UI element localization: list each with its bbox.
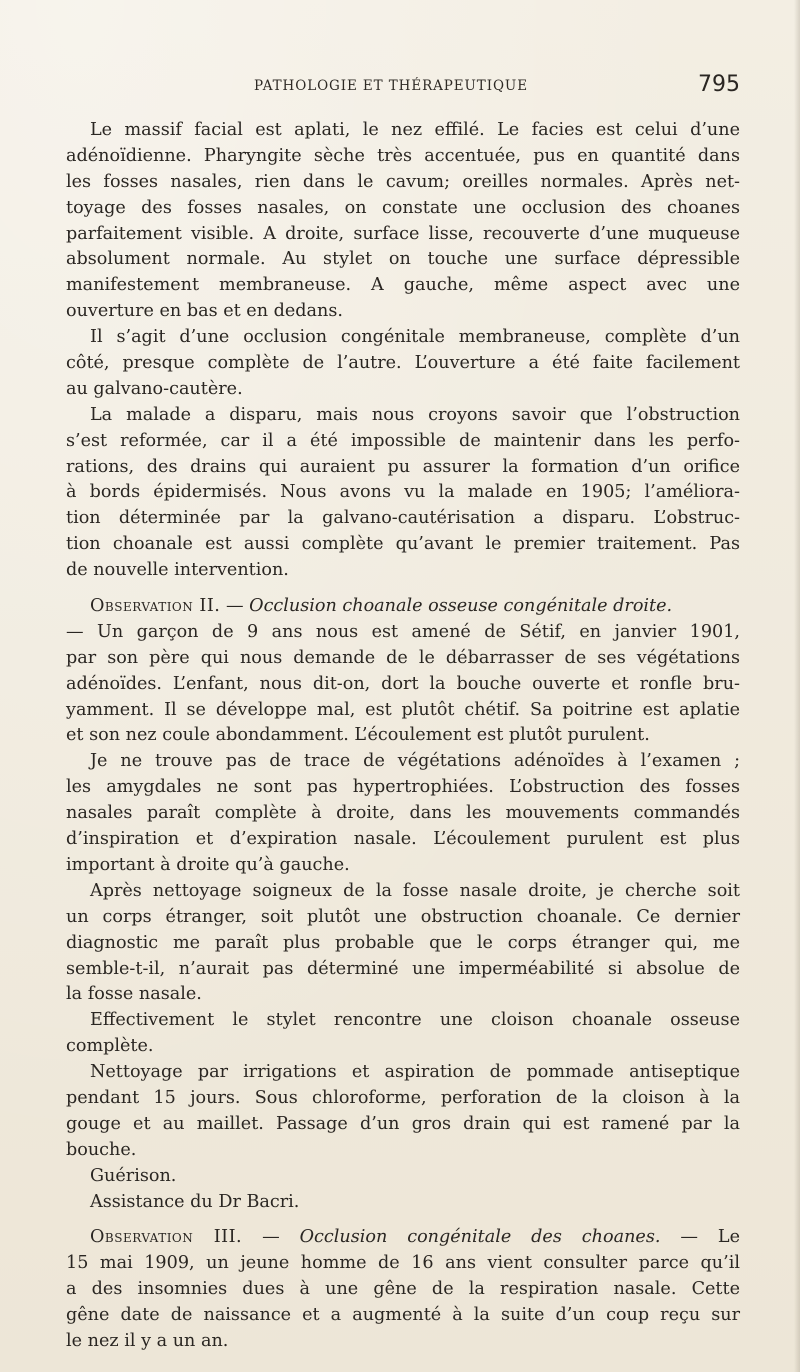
text-line: 15 mai 1909, un jeune homme de 16 ans vient consulter parce qu’il xyxy=(66,1253,740,1274)
text-line: par son père qui nous demande de le débarrasser de ses végétations xyxy=(66,647,740,668)
observation-3-heading xyxy=(66,1225,740,1251)
section-gap xyxy=(66,584,740,594)
text-line: absolument normale. Au stylet on touche une surface dépressible xyxy=(66,249,740,270)
text-line: complète. xyxy=(66,1036,154,1057)
section-gap xyxy=(66,1215,740,1225)
text-line: au galvano-cautère. xyxy=(66,378,243,399)
text-line: bouche. xyxy=(66,1139,137,1160)
observation-3-tail: — Le xyxy=(660,1227,740,1248)
text-line: les amygdales ne sont pas hypertrophiées. L’obstruction des fosses xyxy=(66,777,740,798)
text-line: un corps étranger, soit plutôt une obstruction choanale. Ce dernier xyxy=(66,906,740,927)
text-line: Nettoyage par irrigations et aspiration de pommade antiseptique xyxy=(90,1062,740,1083)
text-line: d’inspiration et d’expiration nasale. L’écoulement purulent est plus xyxy=(66,829,740,850)
text-line: adénoïdienne. Pharyngite sèche très accentuée, pus en quantité dans xyxy=(66,145,740,166)
text-line: diagnostic me paraît plus probable que le corps étranger qui, me xyxy=(66,932,740,953)
text-line: gouge et au maillet. Passage d’un gros drain qui est ramené par la xyxy=(66,1113,740,1134)
text-line: important à droite qu’à gauche. xyxy=(66,854,350,875)
text-line: ouverture en bas et en dedans. xyxy=(66,301,343,322)
text-line: — Un garçon de 9 ans nous est amené de Sétif, en janvier 1901, xyxy=(66,621,740,642)
text-line: les fosses nasales, rien dans le cavum; oreilles normales. Après net- xyxy=(66,171,740,192)
observation-2-heading xyxy=(66,594,740,620)
text-line: Le massif facial est aplati, le nez effilé. Le facies est celui d’une xyxy=(90,120,740,140)
text-line: la fosse nasale. xyxy=(66,984,202,1005)
text-line: côté, presque complète de l’autre. L’ouverture a été faite facilement xyxy=(66,353,740,374)
text-line: Après nettoyage soigneux de la fosse nasale droite, je cherche soit xyxy=(90,880,740,901)
text-line: Guérison. xyxy=(90,1165,177,1186)
text-line: adénoïdes. L’enfant, nous dit-on, dort la bouche ouverte et ronfle bru- xyxy=(66,673,740,694)
running-header xyxy=(0,72,800,106)
text-line: s’est reformée, car il a été impossible de maintenir dans les perfo- xyxy=(66,430,740,451)
text-line: semble-t-il, n’aurait pas déterminé une imperméabilité si absolue de xyxy=(66,958,740,979)
text-line: de nouvelle intervention. xyxy=(66,560,289,581)
text-line: manifestement membraneuse. A gauche, même aspect avec une xyxy=(66,275,740,296)
text-line: Effectivement le stylet rencontre une cloison choanale osseuse xyxy=(90,1010,740,1031)
text-line: Je ne trouve pas de trace de végétations adénoïdes à l’examen ; xyxy=(90,751,740,772)
running-title: PATHOLOGIE ET THÉRAPEUTIQUE xyxy=(254,78,528,94)
page-number: 795 xyxy=(698,72,740,97)
text-line: tion choanale est aussi complète qu’avant le premier traitement. Pas xyxy=(66,534,740,555)
text-line: et son nez coule abondamment. L’écoulement est plutôt purulent. xyxy=(66,725,650,746)
text-line: tion déterminée par la galvano-cautérisation a disparu. L’obstruc- xyxy=(66,508,740,529)
text-line: parfaitement visible. A droite, surface lisse, recouverte d’une muqueuse xyxy=(66,223,740,244)
text-line: Il s’agit d’une occlusion congénitale membraneuse, complète d’un xyxy=(90,327,740,348)
observation-3-dash: — xyxy=(242,1227,300,1248)
text-line: à bords épidermisés. Nous avons vu la malade en 1905; l’améliora- xyxy=(66,482,740,503)
observation-2-title: Occlusion choanale osseuse congénitale droite. xyxy=(249,596,673,617)
text-line: a des insomnies dues à une gêne de la respiration nasale. Cette xyxy=(66,1279,740,1300)
page-edge-shadow xyxy=(794,0,800,1372)
observation-2-label: Observation II. xyxy=(90,596,221,617)
observation-3-title: Occlusion congénitale des choanes. xyxy=(299,1227,661,1248)
text-line: La malade a disparu, mais nous croyons savoir que l’obstruction xyxy=(90,404,740,425)
text-line: le nez il y a un an. xyxy=(66,1330,229,1351)
text-line: toyage des fosses nasales, on constate une occlusion des choanes xyxy=(66,197,740,218)
text-line: yamment. Il se développe mal, est plutôt chétif. Sa poitrine est aplatie xyxy=(66,699,740,720)
text-line: rations, des drains qui auraient pu assurer la formation d’un orifice xyxy=(66,456,740,477)
text-line: Assistance du Dr Bacri. xyxy=(90,1191,300,1212)
text-body xyxy=(66,118,740,1355)
text-line: pendant 15 jours. Sous chloroforme, perforation de la cloison à la xyxy=(66,1087,740,1108)
text-line: nasales paraît complète à droite, dans les mouvements commandés xyxy=(66,803,740,824)
observation-2-dash: — xyxy=(220,596,250,617)
observation-3-label: Observation III. xyxy=(90,1227,243,1248)
text-line: gêne date de naissance et a augmenté à la suite d’un coup reçu sur xyxy=(66,1305,740,1326)
